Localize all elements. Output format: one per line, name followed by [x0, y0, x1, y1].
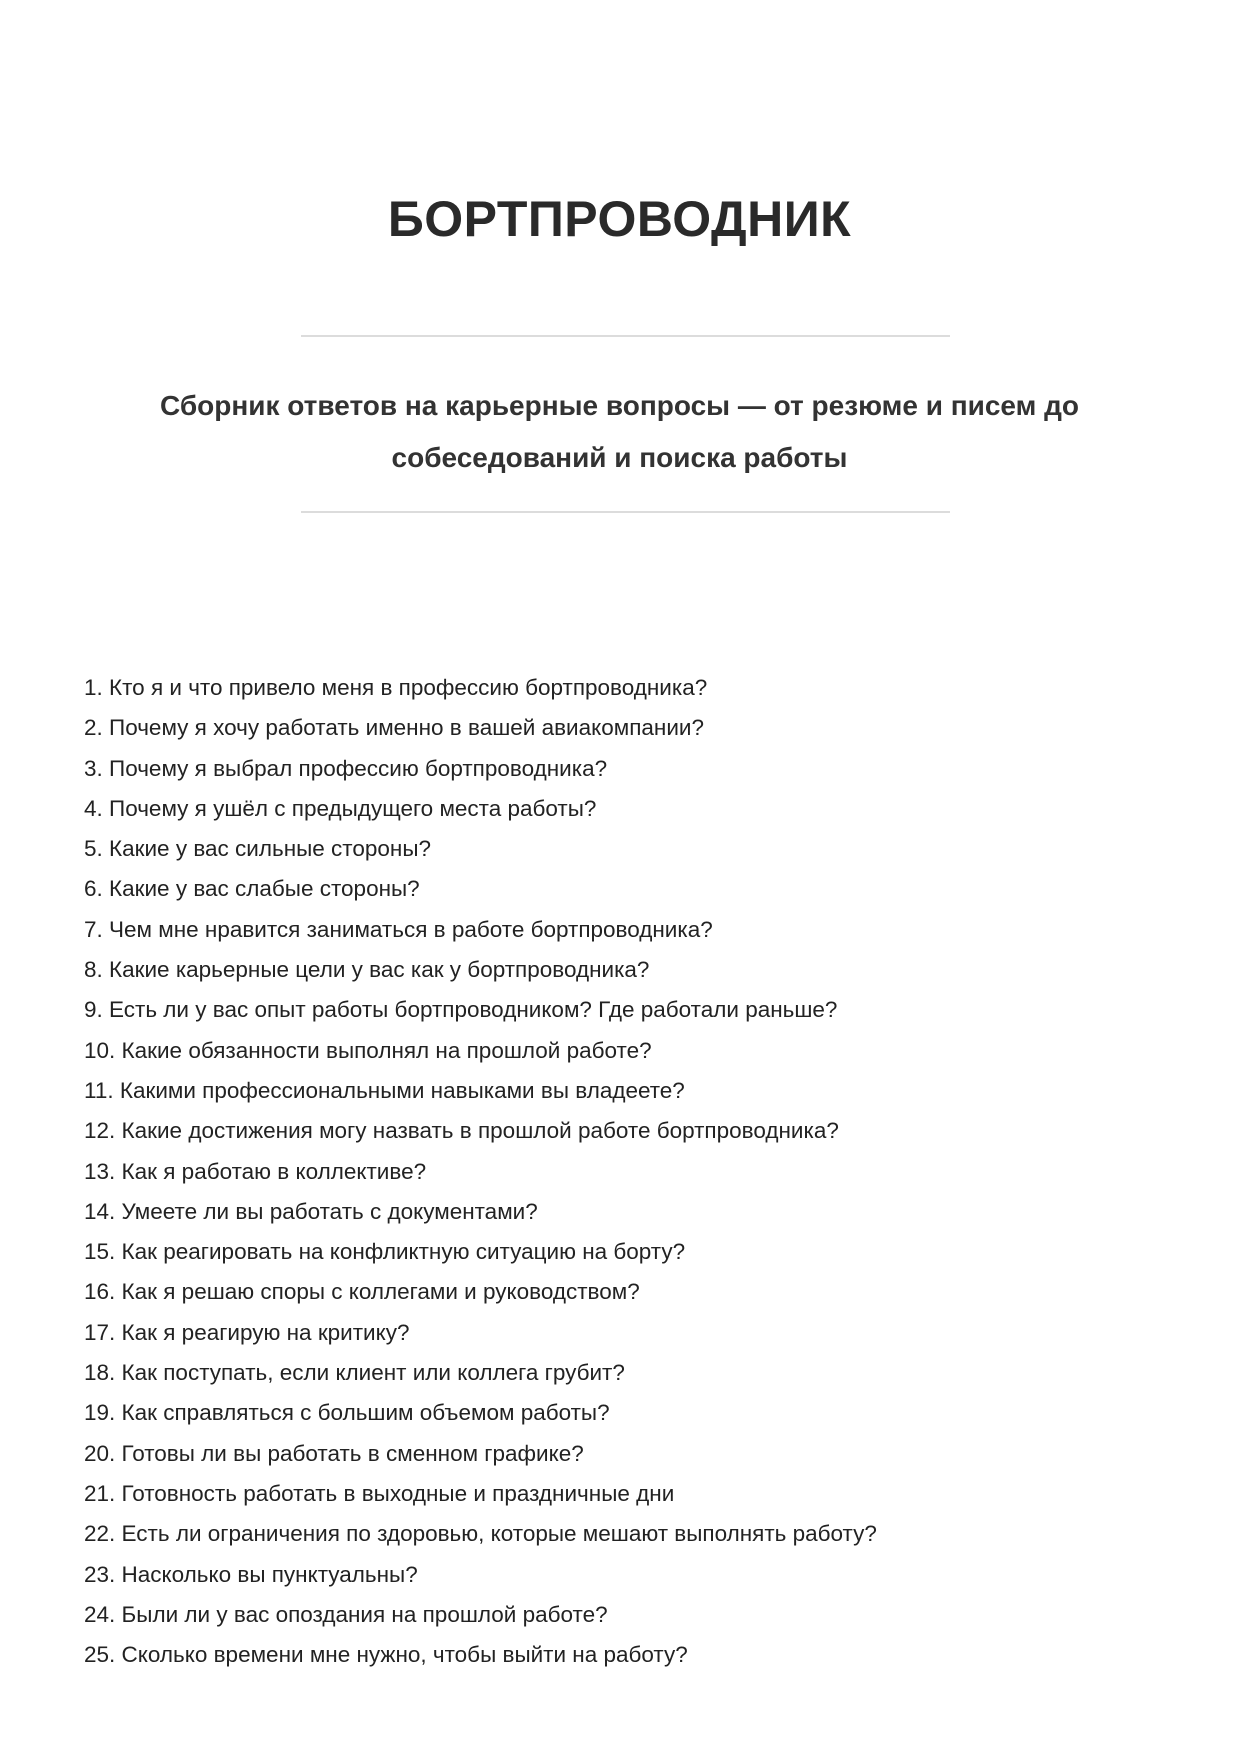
divider-top	[301, 335, 950, 337]
question-item: 17. Как я реагирую на критику?	[84, 1319, 410, 1345]
question-item: 6. Какие у вас слабые стороны?	[84, 876, 420, 902]
question-item: 23. Насколько вы пунктуальны?	[84, 1561, 418, 1587]
question-item: 12. Какие достижения могу назвать в прошлой работе бортпроводника?	[84, 1118, 839, 1144]
question-item: 16. Как я решаю споры с коллегами и руководством?	[84, 1279, 640, 1305]
question-item: 25. Сколько времени мне нужно, чтобы выйти на работу?	[84, 1642, 688, 1668]
question-item: 9. Есть ли у вас опыт работы бортпроводником? Где работали раньше?	[84, 997, 838, 1023]
question-list	[84, 668, 877, 1675]
question-item: 2. Почему я хочу работать именно в вашей авиакомпании?	[84, 715, 704, 741]
question-item: 4. Почему я ушёл с предыдущего места работы?	[84, 795, 597, 821]
question-item: 10. Какие обязанности выполнял на прошлой работе?	[84, 1037, 652, 1063]
question-item: 22. Есть ли ограничения по здоровью, которые мешают выполнять работу?	[84, 1521, 877, 1547]
divider-bottom	[301, 511, 950, 513]
question-item: 11. Какими профессиональными навыками вы владеете?	[84, 1077, 685, 1103]
question-item: 18. Как поступать, если клиент или коллега грубит?	[84, 1360, 625, 1386]
question-item: 8. Какие карьерные цели у вас как у бортпроводника?	[84, 957, 650, 983]
question-item: 13. Как я работаю в коллективе?	[84, 1158, 427, 1184]
question-item: 24. Были ли у вас опоздания на прошлой работе?	[84, 1601, 608, 1627]
page-title: БОРТПРОВОДНИК	[387, 191, 852, 247]
question-item: 7. Чем мне нравится заниматься в работе бортпроводника?	[84, 916, 713, 942]
question-item: 1. Кто я и что привело меня в профессию бортпроводника?	[84, 675, 708, 700]
question-item: 3. Почему я выбрал профессию бортпроводника?	[84, 755, 608, 781]
question-item: 5. Какие у вас сильные стороны?	[84, 836, 432, 862]
question-item: 14. Умеете ли вы работать с документами?	[84, 1198, 538, 1224]
question-item: 21. Готовность работать в выходные и праздничные дни	[84, 1480, 675, 1506]
subtitle: Сборник ответов на карьерные вопросы — от резюме и писем до собеседований и поиска работы	[160, 390, 1079, 473]
question-item: 20. Готовы ли вы работать в сменном графике?	[84, 1440, 584, 1466]
question-item: 19. Как справляться с большим объемом работы?	[84, 1400, 610, 1426]
question-item: 15. Как реагировать на конфликтную ситуацию на борту?	[84, 1239, 686, 1265]
